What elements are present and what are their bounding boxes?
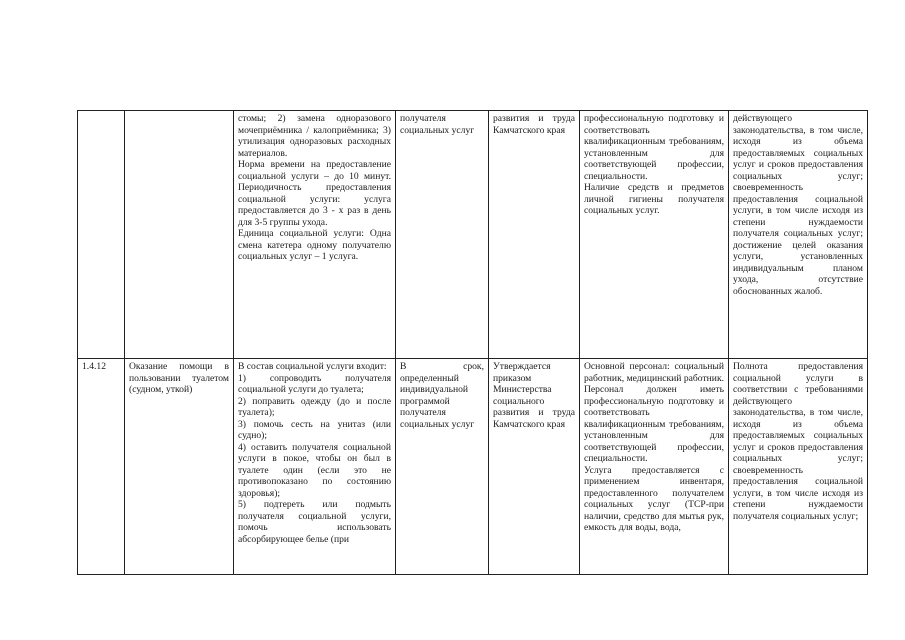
row-number-cell: 1.4.12 xyxy=(78,359,125,575)
tariff-cell xyxy=(489,111,580,359)
quality-cell: Полнота предоставления социальной услуги в соответствии с требованиями действующего законодательства, в том числе, исходя из объема предоставляемых социальных услуг и сроков предоставления социальных услуг; своевременность предоставления социальной услуги, в том числе исходя из степени нуждаемости получателя социальных услуг; xyxy=(729,359,868,575)
conditions-paragraph: Основной персонал: социальный работник, медицинский работник. Персонал должен иметь профессиональную подготовку и соответствовать квалификационным требованиям, установленным для соответствующей профессии, специальности. xyxy=(584,361,724,464)
conditions-cell xyxy=(580,111,729,359)
content-paragraph: 4) оставить получателя социальной услуги в покое, чтобы он был в туалете один (если это не противопоказано по состоянию здоровья); xyxy=(238,441,391,499)
service-content-cell xyxy=(234,111,396,359)
content-paragraph: Единица социальной услуги: Одна смена катетера одному получателю социальных услуг – 1 услуга. xyxy=(238,228,391,262)
content-paragraph: 1) сопроводить получателя социальной услуги до туалета; xyxy=(238,372,391,395)
content-paragraph: стомы; 2) замена одноразового мочеприёмника / калоприёмника; 3) утилизация одноразовых расходных материалов. xyxy=(238,113,391,159)
content-paragraph: Норма времени на предоставление социальной услуги – до 10 минут. Периодичность предоставления социальной услуги: услуга предоставляется до 3 - х раз в день для 3-5 группы ухода. xyxy=(238,159,391,228)
service-name-cell: Оказание помощи в пользовании туалетом (судном, уткой) xyxy=(125,359,234,575)
tariff-text: Утверждается приказом Министерства социального развития и труда Камчатского края xyxy=(493,361,575,430)
service-name-cell xyxy=(125,111,234,359)
content-paragraph: 3) помочь сесть на унитаз (или судно); xyxy=(238,418,391,441)
service-term-cell: получателя социальных услуг xyxy=(396,111,489,359)
table-row xyxy=(78,111,868,359)
service-content-cell xyxy=(234,359,396,575)
row-number-cell xyxy=(78,111,125,359)
service-term-cell: В срок, определенный индивидуальной программой получателя социальных услуг xyxy=(396,359,489,575)
conditions-cell xyxy=(580,359,729,575)
quality-cell: действующего законодательства, в том числе, исходя из объема предоставляемых социальных услуг и сроков предоставления социальных услуг; своевременность предоставления социальной услуги, в том числе исходя из степени нуждаемости получателя социальных услуг; достижение целей оказания услуги, установленных индивидуальным планом ухода, отсутствие обоснованных жалоб. xyxy=(729,111,868,359)
service-standards-table xyxy=(77,110,868,575)
content-paragraph: 2) поправить одежду (до и после туалета); xyxy=(238,395,391,418)
conditions-paragraph: профессиональную подготовку и соответствовать квалификационным требованиям, установленным для соответствующей профессии, специальности. xyxy=(584,113,724,182)
conditions-paragraph: Услуга предоставляется с применением инвентаря, предоставленного получателем социальных услуг (ТСР-при наличии, средство для мытья рук, емкость для воды, вода, xyxy=(584,464,724,533)
table-row xyxy=(78,359,868,575)
tariff-cell xyxy=(489,359,580,575)
conditions-paragraph: Наличие средств и предметов личной гигиены получателя социальных услуг. xyxy=(584,182,724,216)
content-paragraph: 5) подтереть или подмыть получателя социальной услуги, помочь использовать абсорбирующее белье (при xyxy=(238,499,391,545)
content-paragraph: В состав социальной услуги входит: xyxy=(238,361,387,372)
tariff-text: развития и труда Камчатского края xyxy=(493,113,575,136)
